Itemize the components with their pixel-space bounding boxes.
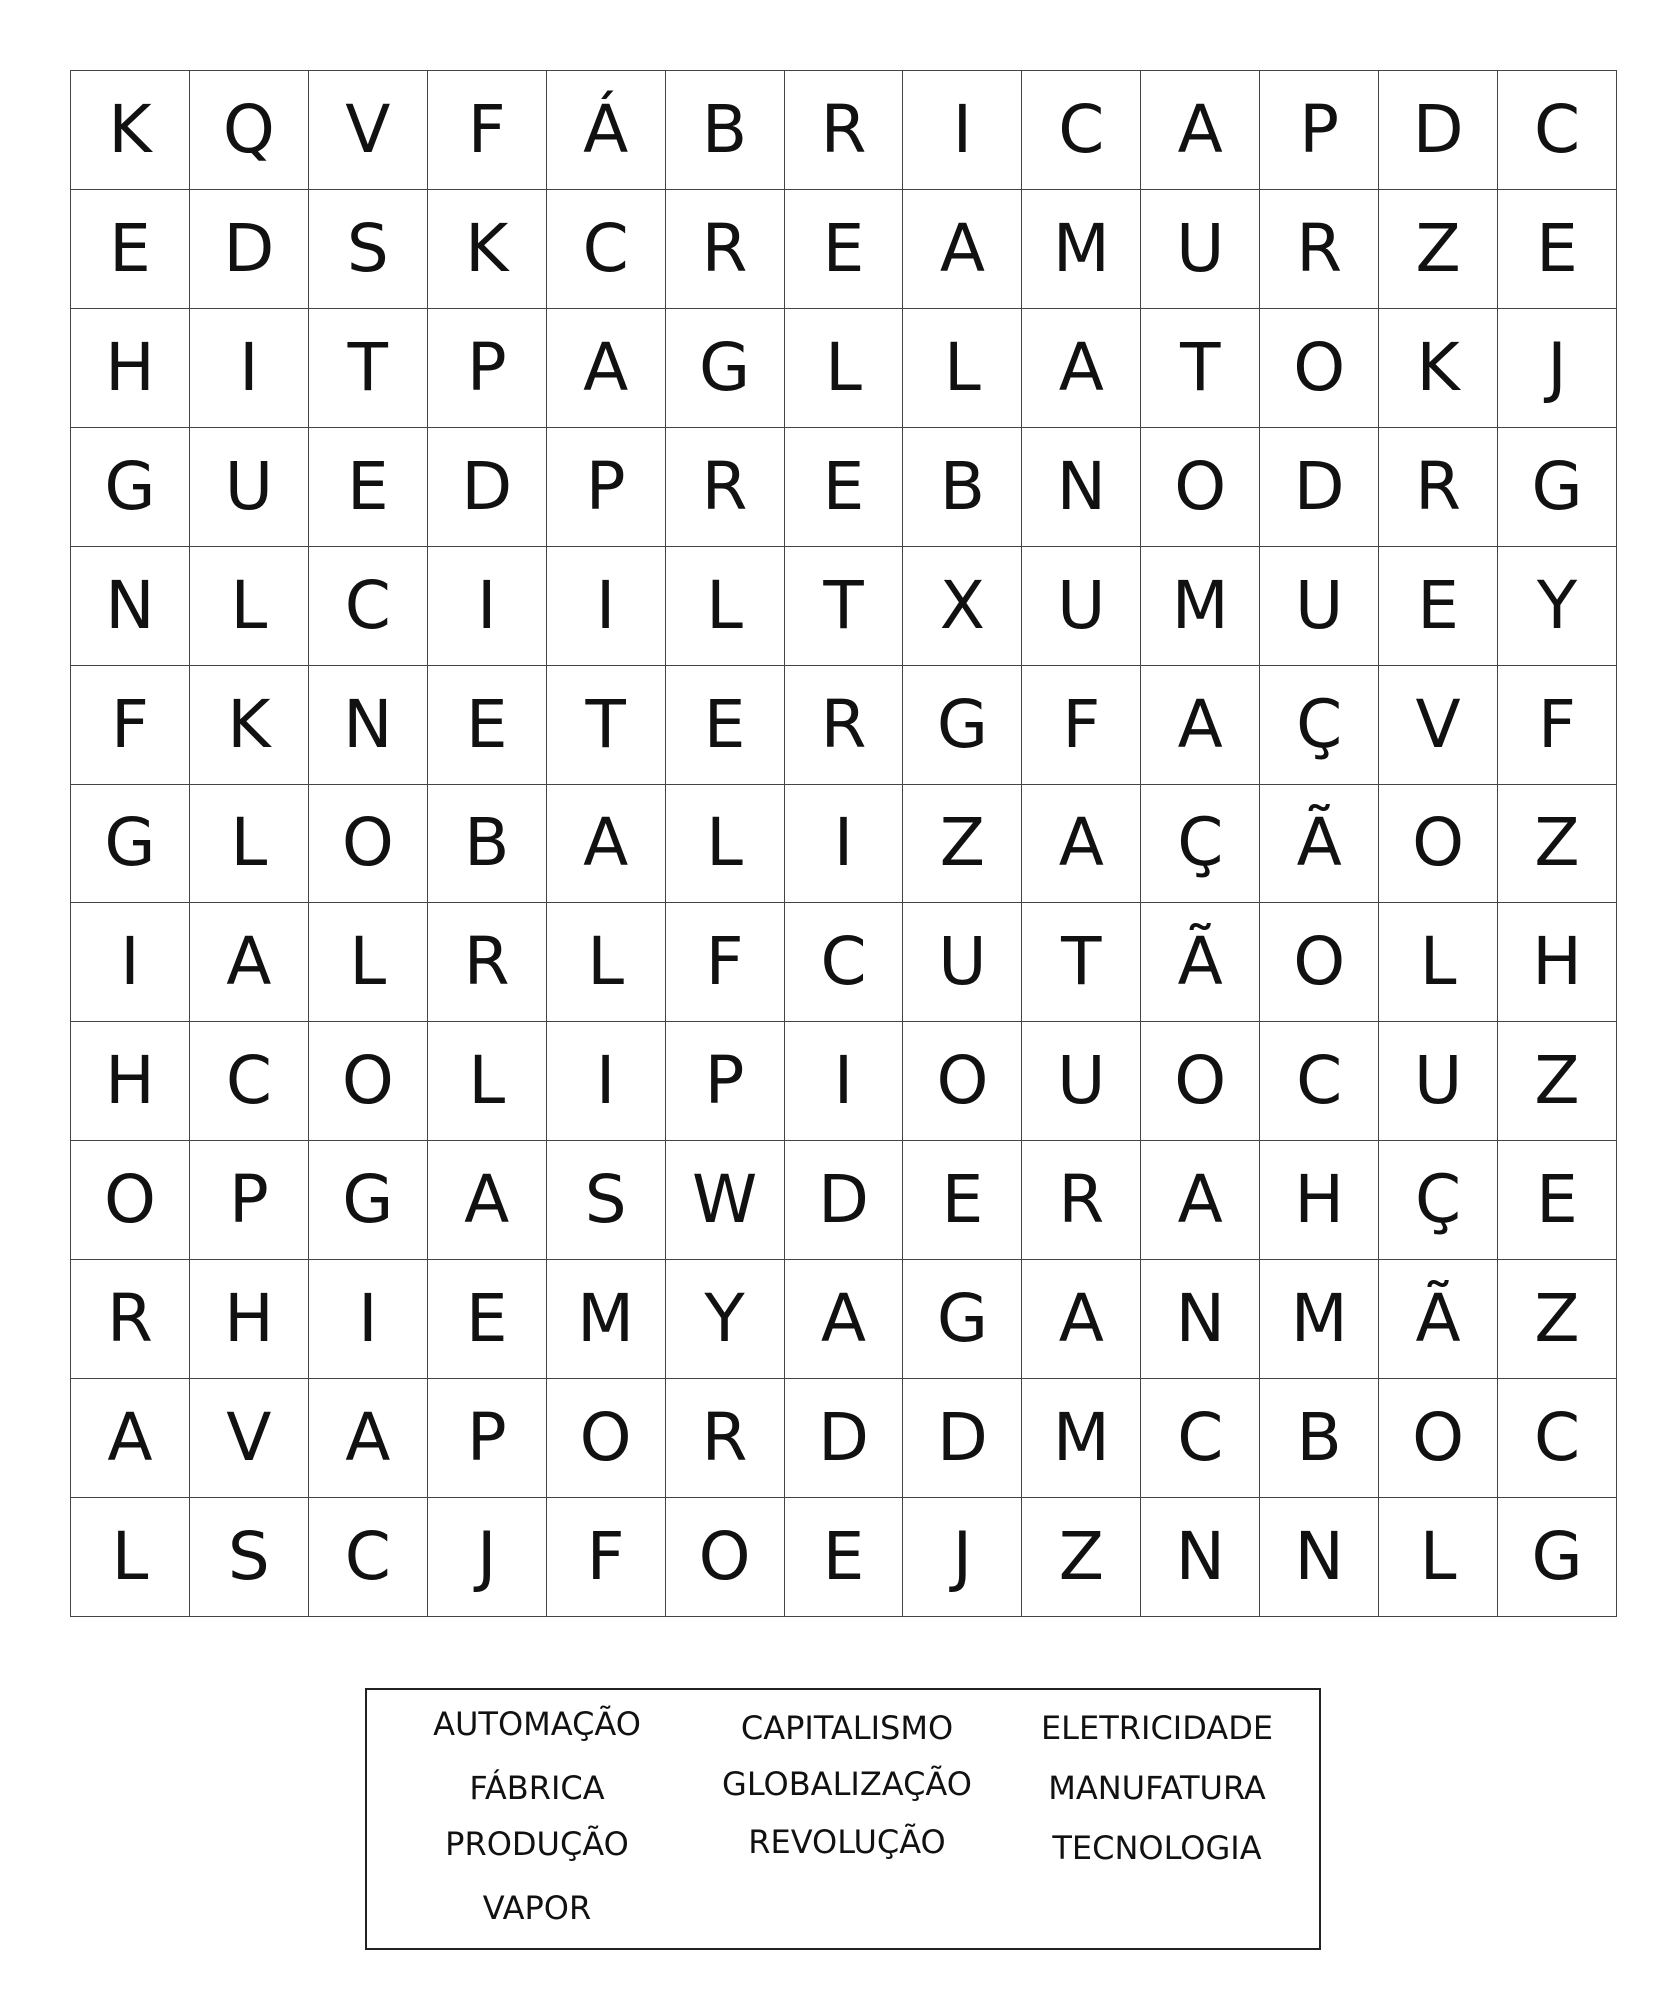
grid-cell[interactable]: C xyxy=(547,190,666,309)
grid-cell[interactable]: D xyxy=(428,428,547,547)
grid-cell[interactable]: X xyxy=(903,547,1022,666)
grid-cell[interactable]: A xyxy=(1022,309,1141,428)
grid-cell[interactable]: P xyxy=(190,1141,309,1260)
grid-cell[interactable]: M xyxy=(1141,547,1260,666)
grid-cell[interactable]: K xyxy=(190,666,309,785)
grid-cell[interactable]: B xyxy=(428,785,547,904)
grid-cell[interactable]: R xyxy=(1379,428,1498,547)
grid-cell[interactable]: E xyxy=(71,190,190,309)
grid-cell[interactable]: H xyxy=(190,1260,309,1379)
word-list-item: AUTOMAÇÃO xyxy=(433,1705,641,1743)
grid-cell[interactable]: T xyxy=(785,547,904,666)
grid-cell[interactable]: W xyxy=(666,1141,785,1260)
grid-cell[interactable]: G xyxy=(666,309,785,428)
grid-cell[interactable]: O xyxy=(1379,785,1498,904)
grid-cell[interactable]: R xyxy=(71,1260,190,1379)
grid-cell[interactable]: P xyxy=(1260,71,1379,190)
grid-cell[interactable]: C xyxy=(309,547,428,666)
grid-cell[interactable]: F xyxy=(547,1498,666,1617)
grid-cell[interactable]: I xyxy=(71,903,190,1022)
grid-cell[interactable]: G xyxy=(71,428,190,547)
grid-cell[interactable]: L xyxy=(190,785,309,904)
grid-cell[interactable]: F xyxy=(666,903,785,1022)
grid-cell[interactable]: F xyxy=(1498,666,1617,785)
grid-cell[interactable]: L xyxy=(903,309,1022,428)
grid-cell[interactable]: Y xyxy=(666,1260,785,1379)
grid-cell[interactable]: K xyxy=(1379,309,1498,428)
grid-cell[interactable]: D xyxy=(785,1141,904,1260)
grid-cell[interactable]: A xyxy=(1022,1260,1141,1379)
grid-cell[interactable]: R xyxy=(1260,190,1379,309)
grid-cell[interactable]: E xyxy=(785,190,904,309)
grid-cell[interactable]: B xyxy=(666,71,785,190)
grid-cell[interactable]: U xyxy=(1379,1022,1498,1141)
grid-cell[interactable]: A xyxy=(71,1379,190,1498)
grid-cell[interactable]: Z xyxy=(903,785,1022,904)
grid-cell[interactable]: Q xyxy=(190,71,309,190)
grid-cell[interactable]: Z xyxy=(1498,1022,1617,1141)
grid-cell[interactable]: R xyxy=(666,1379,785,1498)
grid-cell[interactable]: H xyxy=(71,1022,190,1141)
grid-cell[interactable]: L xyxy=(1379,1498,1498,1617)
grid-cell[interactable]: E xyxy=(903,1141,1022,1260)
grid-cell[interactable]: E xyxy=(1498,1141,1617,1260)
grid-cell[interactable]: O xyxy=(666,1498,785,1617)
grid-cell[interactable]: I xyxy=(785,785,904,904)
grid-cell[interactable]: U xyxy=(190,428,309,547)
grid-cell[interactable]: U xyxy=(1022,1022,1141,1141)
grid-cell[interactable]: A xyxy=(190,903,309,1022)
grid-cell[interactable]: E xyxy=(428,666,547,785)
grid-cell[interactable]: A xyxy=(309,1379,428,1498)
grid-cell[interactable]: E xyxy=(1498,190,1617,309)
grid-cell[interactable]: E xyxy=(785,428,904,547)
grid-cell[interactable]: Z xyxy=(1022,1498,1141,1617)
grid-cell[interactable]: L xyxy=(190,547,309,666)
grid-cell[interactable]: C xyxy=(1022,71,1141,190)
grid-cell[interactable]: I xyxy=(547,547,666,666)
grid-cell[interactable]: D xyxy=(903,1379,1022,1498)
grid-cell[interactable]: I xyxy=(547,1022,666,1141)
grid-cell[interactable]: T xyxy=(547,666,666,785)
grid-cell[interactable]: L xyxy=(785,309,904,428)
grid-cell[interactable]: V xyxy=(190,1379,309,1498)
grid-cell[interactable]: V xyxy=(309,71,428,190)
grid-cell[interactable]: U xyxy=(1141,190,1260,309)
grid-cell[interactable]: F xyxy=(71,666,190,785)
word-list-box xyxy=(365,1688,1321,1950)
grid-cell[interactable]: T xyxy=(1022,903,1141,1022)
grid-cell[interactable]: C xyxy=(309,1498,428,1617)
grid-cell[interactable]: U xyxy=(903,903,1022,1022)
word-list-item: GLOBALIZAÇÃO xyxy=(722,1765,972,1803)
grid-cell[interactable]: V xyxy=(1379,666,1498,785)
grid-cell[interactable]: M xyxy=(1022,190,1141,309)
grid-cell[interactable]: G xyxy=(1498,428,1617,547)
grid-cell[interactable]: F xyxy=(1022,666,1141,785)
grid-cell[interactable]: A xyxy=(1141,71,1260,190)
grid-cell[interactable]: G xyxy=(903,666,1022,785)
grid-cell[interactable]: H xyxy=(71,309,190,428)
word-list-item: CAPITALISMO xyxy=(740,1709,954,1747)
grid-cell[interactable]: O xyxy=(1141,428,1260,547)
grid-cell[interactable]: C xyxy=(1498,71,1617,190)
grid-cell[interactable]: R xyxy=(785,71,904,190)
grid-cell[interactable]: A xyxy=(1022,785,1141,904)
grid-cell[interactable]: Ç xyxy=(1141,785,1260,904)
grid-cell[interactable]: L xyxy=(71,1498,190,1617)
grid-cell[interactable]: A xyxy=(785,1260,904,1379)
grid-cell[interactable]: K xyxy=(71,71,190,190)
grid-cell[interactable]: J xyxy=(903,1498,1022,1617)
grid-cell[interactable]: G xyxy=(309,1141,428,1260)
word-list-item: TECNOLOGIA xyxy=(1052,1829,1262,1867)
grid-cell[interactable]: S xyxy=(547,1141,666,1260)
grid-cell[interactable]: K xyxy=(428,190,547,309)
word-list-item: ELETRICIDADE xyxy=(1040,1709,1274,1747)
grid-cell[interactable]: C xyxy=(785,903,904,1022)
grid-cell[interactable]: I xyxy=(903,71,1022,190)
grid-cell[interactable]: N xyxy=(1141,1260,1260,1379)
grid-cell[interactable]: A xyxy=(428,1141,547,1260)
grid-cell[interactable]: R xyxy=(666,190,785,309)
grid-cell[interactable]: I xyxy=(428,547,547,666)
grid-cell[interactable]: A xyxy=(547,309,666,428)
grid-cell[interactable]: C xyxy=(1141,1379,1260,1498)
grid-cell[interactable]: E xyxy=(666,666,785,785)
grid-cell[interactable]: Ã xyxy=(1379,1260,1498,1379)
grid-cell[interactable]: Á xyxy=(547,71,666,190)
grid-cell[interactable]: A xyxy=(1141,666,1260,785)
grid-cell[interactable]: N xyxy=(309,666,428,785)
grid-cell[interactable]: N xyxy=(1022,428,1141,547)
grid-cell[interactable]: E xyxy=(1379,547,1498,666)
grid-cell[interactable]: D xyxy=(1379,71,1498,190)
grid-cell[interactable]: P xyxy=(666,1022,785,1141)
grid-cell[interactable]: O xyxy=(1379,1379,1498,1498)
grid-cell[interactable]: O xyxy=(309,785,428,904)
grid-cell[interactable]: E xyxy=(428,1260,547,1379)
grid-cell[interactable]: E xyxy=(309,428,428,547)
grid-cell[interactable]: I xyxy=(785,1022,904,1141)
word-search-grid xyxy=(70,70,1617,1617)
grid-cell[interactable]: M xyxy=(1260,1260,1379,1379)
grid-cell[interactable]: J xyxy=(1498,309,1617,428)
grid-cell[interactable]: Ç xyxy=(1379,1141,1498,1260)
grid-cell[interactable]: M xyxy=(547,1260,666,1379)
grid-cell[interactable]: H xyxy=(1498,903,1617,1022)
grid-cell[interactable]: A xyxy=(547,785,666,904)
grid-cell[interactable]: L xyxy=(547,903,666,1022)
grid-cell[interactable]: D xyxy=(785,1379,904,1498)
grid-cell[interactable]: A xyxy=(903,190,1022,309)
word-list-item: PRODUÇÃO xyxy=(445,1825,629,1863)
grid-cell[interactable]: R xyxy=(428,903,547,1022)
grid-cell[interactable]: O xyxy=(1260,903,1379,1022)
grid-cell[interactable]: N xyxy=(1260,1498,1379,1617)
grid-cell[interactable]: O xyxy=(71,1141,190,1260)
grid-cell[interactable]: Z xyxy=(1498,785,1617,904)
grid-cell[interactable]: U xyxy=(1260,547,1379,666)
grid-cell[interactable]: Ç xyxy=(1260,666,1379,785)
grid-cell[interactable]: P xyxy=(428,1379,547,1498)
grid-cell[interactable]: P xyxy=(547,428,666,547)
grid-cell[interactable]: L xyxy=(309,903,428,1022)
grid-cell[interactable]: J xyxy=(428,1498,547,1617)
grid-cell[interactable]: D xyxy=(1260,428,1379,547)
word-list-item: MANUFATURA xyxy=(1048,1769,1266,1807)
grid-cell[interactable]: Z xyxy=(1379,190,1498,309)
grid-cell[interactable]: L xyxy=(428,1022,547,1141)
grid-cell[interactable]: H xyxy=(1260,1141,1379,1260)
grid-cell[interactable]: R xyxy=(785,666,904,785)
grid-cell[interactable]: Y xyxy=(1498,547,1617,666)
grid-cell[interactable]: B xyxy=(903,428,1022,547)
grid-cell[interactable]: M xyxy=(1022,1379,1141,1498)
grid-cell[interactable]: U xyxy=(1022,547,1141,666)
grid-cell[interactable]: D xyxy=(190,190,309,309)
grid-cell[interactable]: E xyxy=(785,1498,904,1617)
word-list-item: REVOLUÇÃO xyxy=(748,1823,946,1861)
grid-cell[interactable]: C xyxy=(1498,1379,1617,1498)
grid-cell[interactable]: S xyxy=(309,190,428,309)
grid-cell[interactable]: L xyxy=(666,785,785,904)
grid-cell[interactable]: C xyxy=(190,1022,309,1141)
grid-cell[interactable]: O xyxy=(547,1379,666,1498)
grid-cell[interactable]: Z xyxy=(1498,1260,1617,1379)
grid-cell[interactable]: P xyxy=(428,309,547,428)
grid-cell[interactable]: Ã xyxy=(1141,903,1260,1022)
grid-cell[interactable]: G xyxy=(903,1260,1022,1379)
grid-cell[interactable]: L xyxy=(666,547,785,666)
grid-cell[interactable]: F xyxy=(428,71,547,190)
grid-cell[interactable]: T xyxy=(1141,309,1260,428)
grid-cell[interactable]: R xyxy=(1022,1141,1141,1260)
grid-cell[interactable]: C xyxy=(1260,1022,1379,1141)
grid-cell[interactable]: T xyxy=(309,309,428,428)
grid-cell[interactable]: G xyxy=(1498,1498,1617,1617)
grid-cell[interactable]: O xyxy=(1141,1022,1260,1141)
grid-cell[interactable]: O xyxy=(309,1022,428,1141)
grid-cell[interactable]: R xyxy=(666,428,785,547)
grid-cell[interactable]: S xyxy=(190,1498,309,1617)
grid-cell[interactable]: I xyxy=(309,1260,428,1379)
grid-cell[interactable]: Ã xyxy=(1260,785,1379,904)
grid-cell[interactable]: N xyxy=(71,547,190,666)
grid-cell[interactable]: O xyxy=(903,1022,1022,1141)
grid-cell[interactable]: L xyxy=(1379,903,1498,1022)
word-list-item: VAPOR xyxy=(482,1889,592,1927)
grid-cell[interactable]: O xyxy=(1260,309,1379,428)
grid-cell[interactable]: I xyxy=(190,309,309,428)
word-list-item: FÁBRICA xyxy=(469,1769,605,1807)
grid-cell[interactable]: N xyxy=(1141,1498,1260,1617)
grid-cell[interactable]: B xyxy=(1260,1379,1379,1498)
grid-cell[interactable]: G xyxy=(71,785,190,904)
grid-cell[interactable]: A xyxy=(1141,1141,1260,1260)
